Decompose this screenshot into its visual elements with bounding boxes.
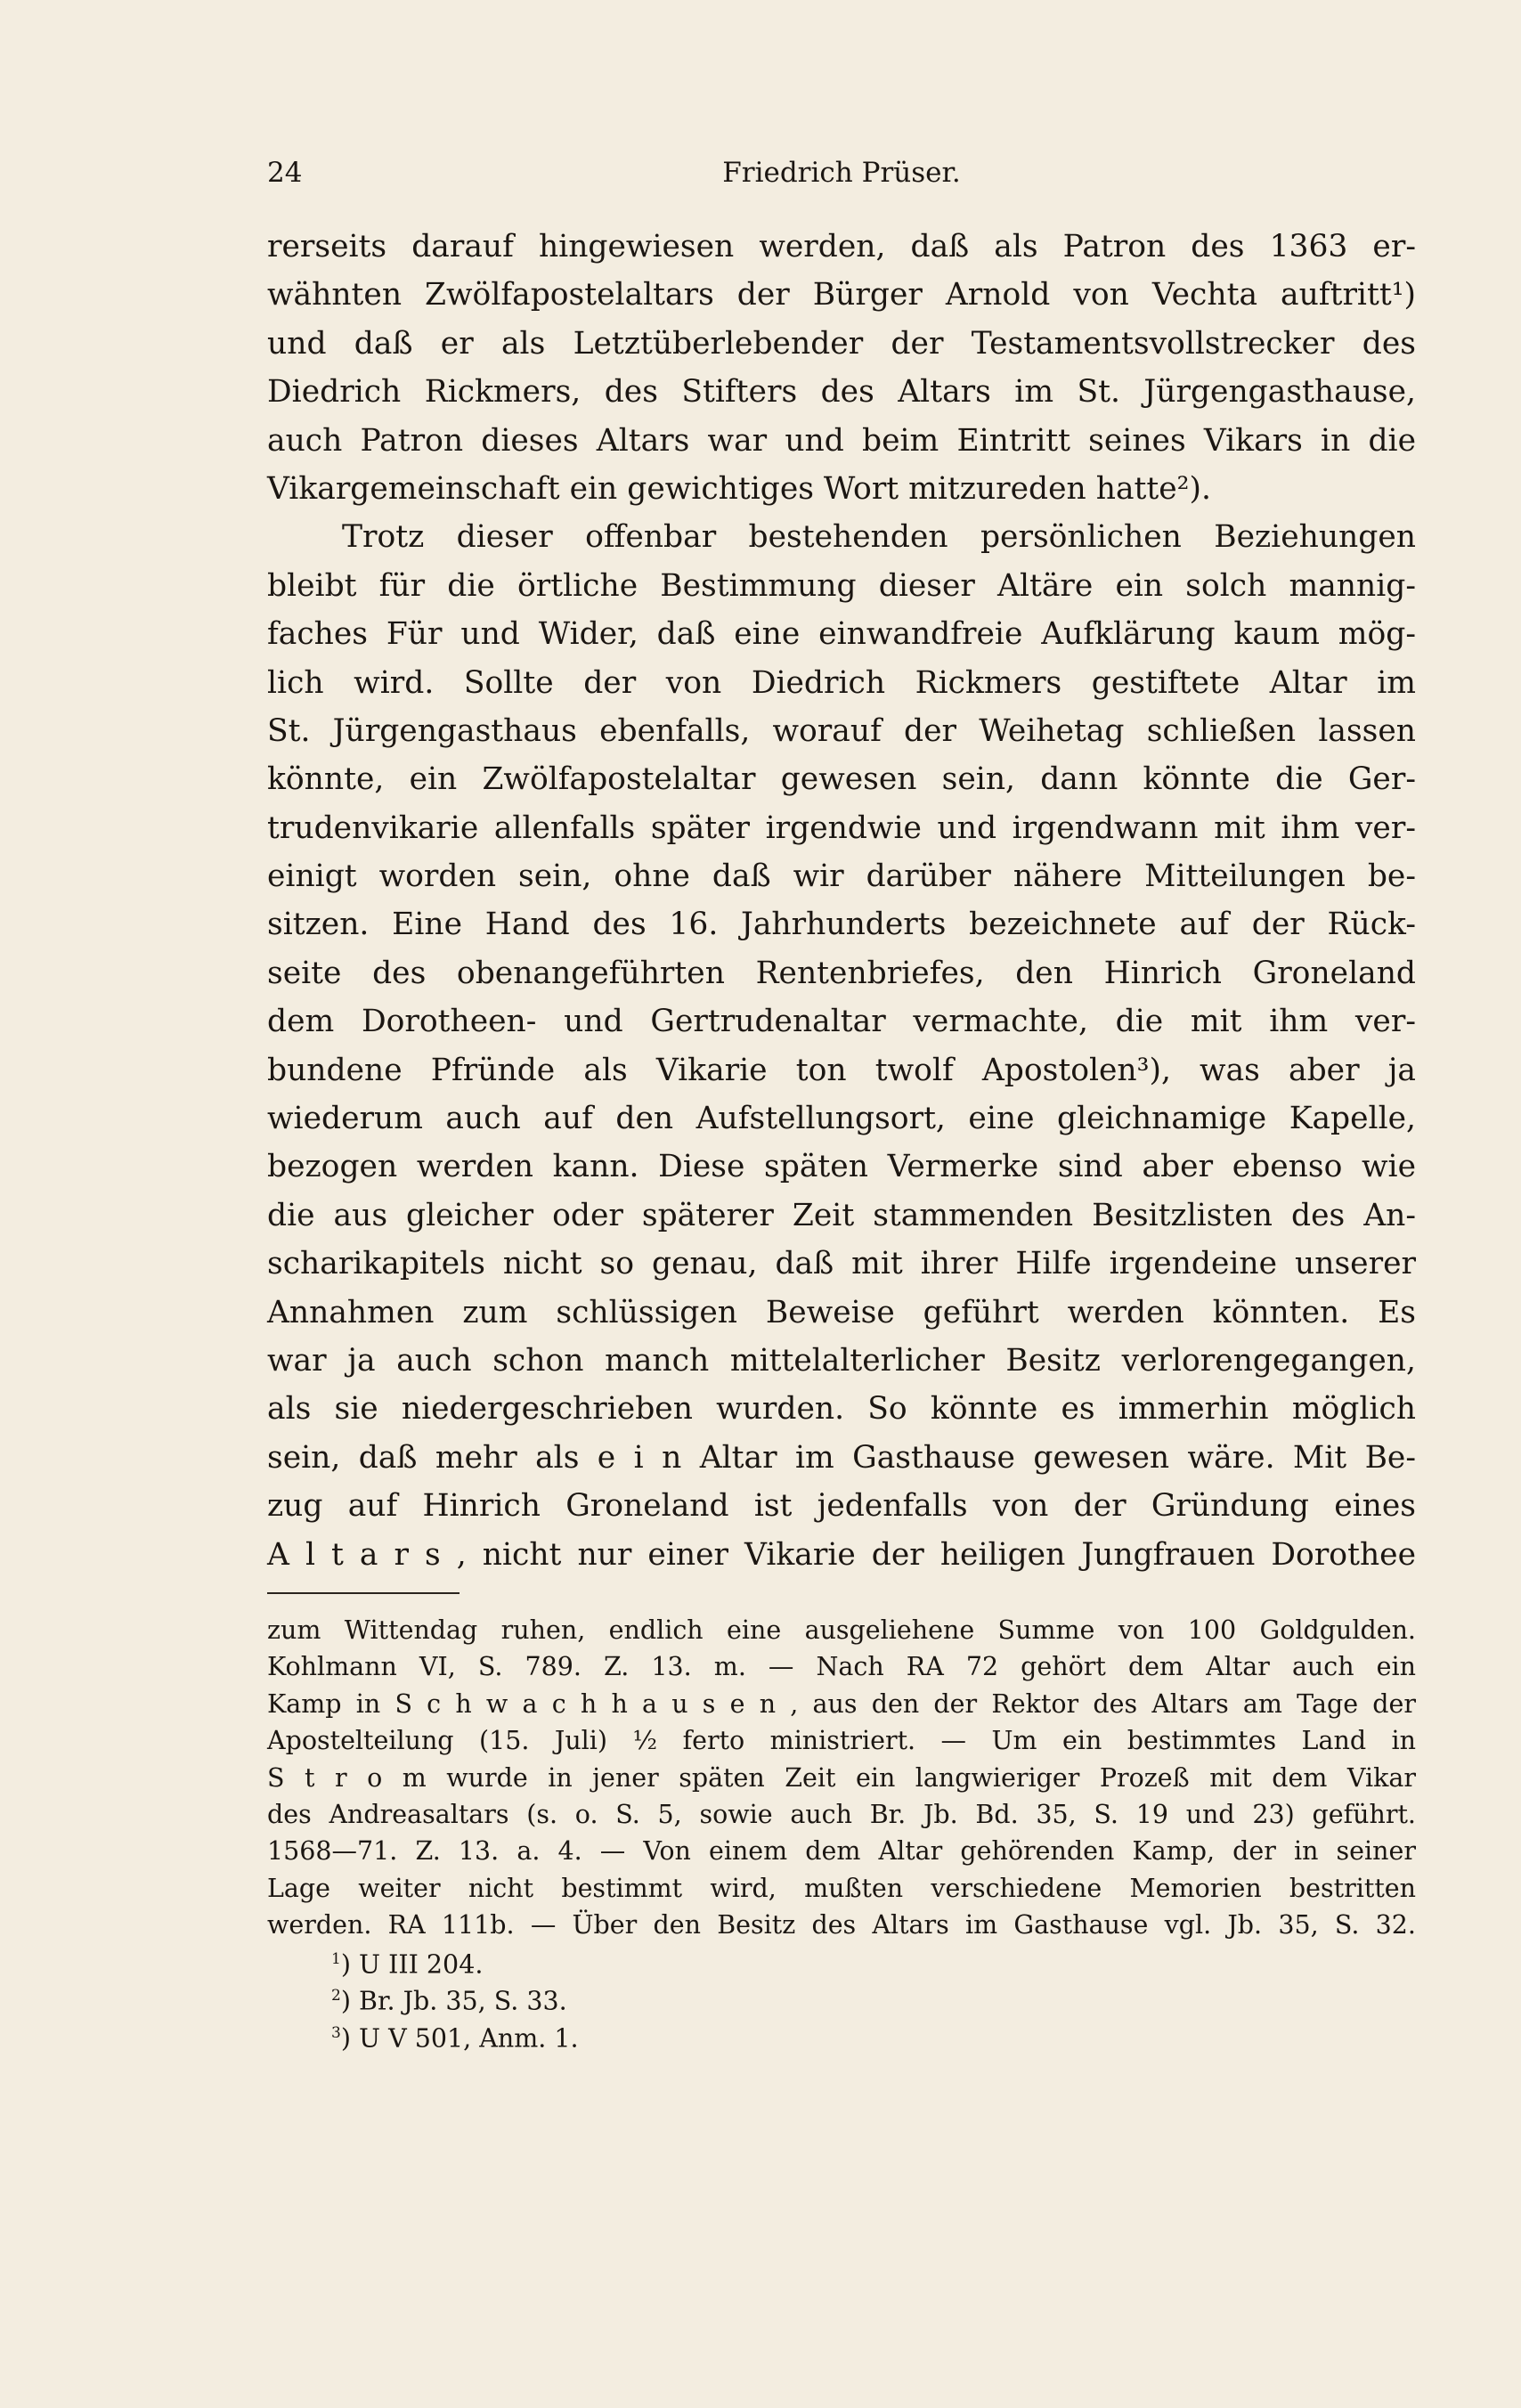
footnote-line: zum Wittendag ruhen, endlich eine ausgeliehene Summe von 100 Goldgulden. bbox=[267, 1615, 1416, 1645]
text-line: die aus gleicher oder späterer Zeit stammenden Besitzlisten des An- bbox=[267, 1197, 1416, 1233]
footnote-text: U III 204. bbox=[359, 1949, 484, 1980]
footnote-mark: 1 bbox=[331, 1950, 341, 1968]
text-line: und daß er als Letztüberlebender der Testamentsvollstrecker des bbox=[267, 325, 1416, 362]
body-text bbox=[267, 223, 1416, 1579]
text-line: als sie niedergeschrieben wurden. So könnte es immerhin möglich bbox=[267, 1391, 1416, 1428]
text-line: Trotz dieser offenbar bestehenden persönlichen Beziehungen bbox=[342, 519, 1416, 556]
footnote-line: Kamp in S c h w a c h h a u s e n , aus den der Rektor des Altars am Tage der bbox=[267, 1688, 1416, 1719]
page-number: 24 bbox=[267, 157, 303, 189]
footnote-line: 1568—71. Z. 13. a. 4. — Von einem dem Altar gehörenden Kamp, der in seiner bbox=[267, 1836, 1416, 1867]
footnote-paren: ) bbox=[340, 1986, 360, 2016]
text-line: faches Für und Wider, daß eine einwandfreie Aufklärung kaum mög- bbox=[267, 616, 1416, 653]
footnote-mark: 3 bbox=[331, 2023, 341, 2042]
footnote-line: werden. RA 111b. — Über den Besitz des Altars im Gasthause vgl. Jb. 35, S. 32. bbox=[267, 1910, 1416, 1940]
text-line: sein, daß mehr als e i n Altar im Gasthause gewesen wäre. Mit Be- bbox=[267, 1439, 1416, 1476]
text-line: St. Jürgengasthaus ebenfalls, worauf der Weihetag schließen lassen bbox=[267, 712, 1416, 749]
text-line: war ja auch schon manch mittelalterlicher Besitz verlorengegangen, bbox=[267, 1342, 1416, 1379]
footnote-line: Lage weiter nicht bestimmt wird, mußten verschiedene Memorien bestritten bbox=[267, 1873, 1416, 1903]
text-line: trudenvikarie allenfalls später irgendwie und irgendwann mit ihm ver- bbox=[267, 809, 1416, 846]
footnote-line: Apostelteilung (15. Juli) ½ ferto ministriert. — Um ein bestimmtes Land in bbox=[267, 1726, 1416, 1756]
footnote-text: Br. Jb. 35, S. 33. bbox=[359, 1986, 567, 2016]
text-line: könnte, ein Zwölfapostelaltar gewesen sein, dann könnte die Ger- bbox=[267, 761, 1416, 798]
footnotes-list bbox=[267, 1941, 579, 2052]
footnote-line: Kohlmann VI, S. 789. Z. 13. m. — Nach RA 72 gehört dem Altar auch ein bbox=[267, 1652, 1416, 1682]
text-line: sitzen. Eine Hand des 16. Jahrhunderts bezeichnete auf der Rück- bbox=[267, 907, 1416, 943]
text-line: seite des obenangeführten Rentenbriefes, den Hinrich Groneland bbox=[267, 955, 1416, 991]
footnote-divider bbox=[267, 1592, 460, 1594]
text-line: wähnten Zwölfapostelaltars der Bürger Arnold von Vechta auftritt¹) bbox=[267, 277, 1416, 313]
text-line: rerseits darauf hingewiesen werden, daß als Patron des 1363 er- bbox=[267, 229, 1416, 264]
footnote-line: des Andreasaltars (s. o. S. 5, sowie auch Br. Jb. Bd. 35, S. 19 und 23) geführt. bbox=[267, 1799, 1416, 1829]
text-line: wiederum auch auf den Aufstellungsort, eine gleichnamige Kapelle, bbox=[267, 1101, 1416, 1137]
text-line: Vikargemeinschaft ein gewichtiges Wort mitzureden hatte²). bbox=[267, 470, 1211, 507]
text-line: Diedrich Rickmers, des Stifters des Altars im St. Jürgengasthause, bbox=[267, 374, 1416, 411]
page-header bbox=[267, 157, 1416, 199]
text-line: bundene Pfründe als Vikarie ton twolf Apostolen³), was aber ja bbox=[267, 1052, 1416, 1088]
text-line: Annahmen zum schlüssigen Beweise geführt werden könnten. Es bbox=[267, 1294, 1416, 1330]
footnote-paren: ) bbox=[340, 1949, 360, 1980]
footnote-line: S t r o m wurde in jener späten Zeit ein langwieriger Prozeß mit dem Vikar bbox=[267, 1762, 1416, 1793]
text-line: einigt worden sein, ohne daß wir darüber nähere Mitteilungen be- bbox=[267, 858, 1416, 895]
text-line: dem Dorotheen- und Gertrudenaltar vermachte, die mit ihm ver- bbox=[267, 1004, 1416, 1040]
text-line: lich wird. Sollte der von Diedrich Rickmers gestiftete Altar im bbox=[267, 664, 1416, 701]
footnote-1 bbox=[267, 1941, 579, 1978]
text-line: scharikapitels nicht so genau, daß mit ihrer Hilfe irgendeine unserer bbox=[267, 1246, 1416, 1282]
text-line: bleibt für die örtliche Bestimmung dieser Altäre ein solch mannig- bbox=[267, 567, 1416, 604]
text-line: A l t a r s , nicht nur einer Vikarie der heiligen Jungfrauen Dorothee bbox=[267, 1536, 1416, 1573]
text-line: auch Patron dieses Altars war und beim Eintritt seines Vikars in die bbox=[267, 422, 1416, 459]
footnote-text: U V 501, Anm. 1. bbox=[359, 2023, 579, 2054]
text-line: zug auf Hinrich Groneland ist jedenfalls von der Gründung eines bbox=[267, 1488, 1416, 1525]
footnote-2 bbox=[267, 1978, 579, 2014]
text-line: bezogen werden kann. Diese späten Vermerke sind aber ebenso wie bbox=[267, 1149, 1416, 1185]
footnote-paren: ) bbox=[340, 2023, 360, 2054]
running-head: Friedrich Prüser. bbox=[722, 157, 961, 189]
footnote-mark: 2 bbox=[331, 1987, 341, 2005]
footnote-continuation bbox=[267, 1612, 1416, 1944]
footnote-3 bbox=[267, 2015, 579, 2052]
